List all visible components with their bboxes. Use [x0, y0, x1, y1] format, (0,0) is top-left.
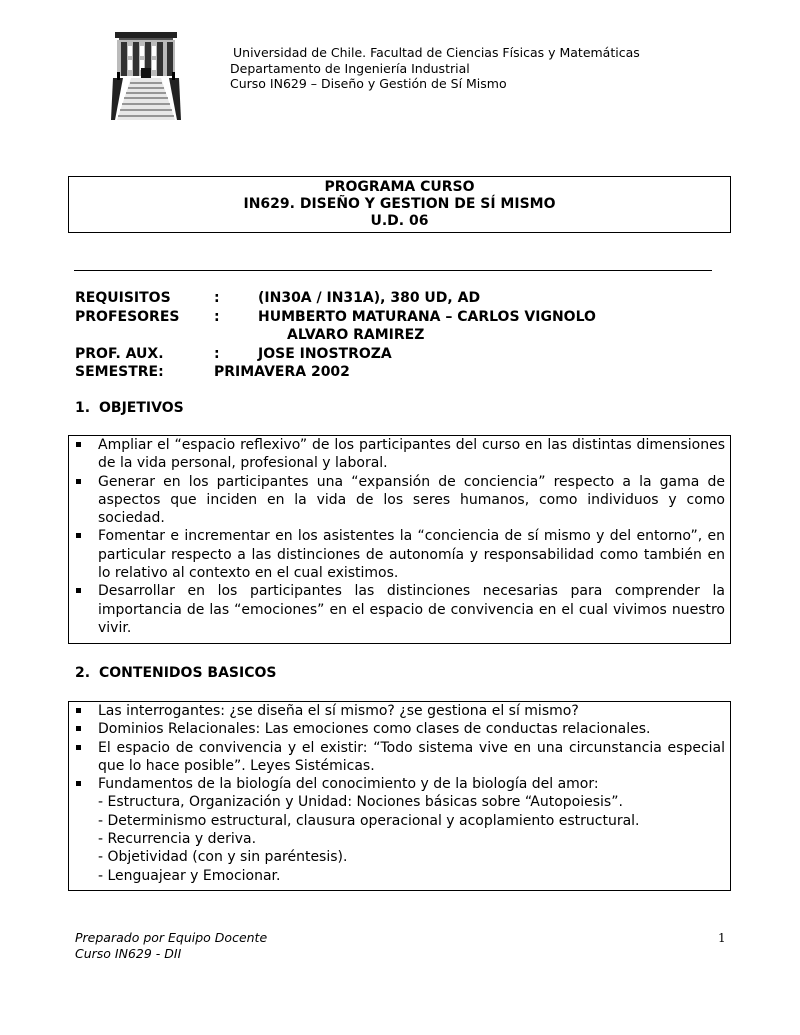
requisitos-colon: : — [214, 290, 220, 306]
objetivo-text: Desarrollar en los participantes las distinciones necesarias para comprender la importancia de las “emociones” en el espacio de convivencia en el cual vivimos nuestro vivir. — [98, 583, 725, 636]
requisitos-value: (IN30A / IN31A), 380 UD, AD — [258, 290, 481, 306]
course-title-box — [68, 176, 731, 233]
list-item — [75, 739, 725, 776]
semestre-label: SEMESTRE: — [75, 364, 164, 380]
section-number: 2. — [75, 665, 91, 681]
sub-item: - Estructura, Organización y Unidad: Nociones básicas sobre “Autopoiesis”. — [98, 794, 623, 811]
objetivo-text: Ampliar el “espacio reflexivo” de los participantes del curso en las distintas dimensiones de la vida personal, profesional y laboral. — [98, 437, 725, 472]
title-program: PROGRAMA CURSO — [324, 179, 475, 195]
header-department: Departamento de Ingeniería Industrial — [230, 60, 470, 76]
contenido-text: Fundamentos de la biología del conocimiento y de la biología del amor: — [98, 776, 599, 793]
contenido-text: Dominios Relacionales: Las emociones como clases de conductas relacionales. — [98, 721, 651, 738]
profaux-value: JOSE INOSTROZA — [258, 345, 392, 362]
page-number: 1 — [718, 931, 726, 945]
profesores-value-2: ALVARO RAMIREZ — [287, 327, 425, 343]
sub-item: - Determinismo estructural, clausura operacional y acoplamiento estructural. — [98, 812, 640, 829]
list-item — [75, 527, 725, 582]
contenido-text: El espacio de convivencia y el existir: “Todo sistema vive en una circunstancia especial que lo hace posible”. Leyes Sistémicas. — [98, 739, 725, 774]
profaux-label: PROF. AUX. — [75, 345, 164, 362]
objetivo-text: Fomentar e incrementar en los asistentes la “conciencia de sí mismo y del entorno”, en particular respecto a las distinciones de autonomía y responsabilidad como también en lo relativo al contexto en el cual existimos. — [98, 528, 725, 582]
institution-header — [230, 45, 640, 92]
contenidos-box — [68, 701, 731, 891]
semestre-value: PRIMAVERA 2002 — [214, 364, 350, 380]
sub-item: - Lenguajear y Emocionar. — [98, 867, 281, 884]
list-item — [75, 702, 725, 720]
list-item — [75, 436, 725, 473]
objetivo-text: Generar en los participantes una “expansión de conciencia” respecto a la gama de aspectos que inciden en la vida de los seres humanos, como individuos y como sociedad. — [98, 473, 725, 527]
profesores-label: PROFESORES — [75, 308, 180, 325]
bullet-icon — [76, 479, 81, 484]
footer-prepared-by: Preparado por Equipo Docente — [75, 930, 268, 945]
list-item — [75, 473, 725, 528]
divider-line — [74, 270, 712, 271]
bullet-icon — [76, 442, 81, 447]
contenido-text: Las interrogantes: ¿se diseña el sí mismo? ¿se gestiona el sí mismo? — [98, 703, 579, 719]
requisitos-label: REQUISITOS — [75, 290, 171, 306]
bullet-icon — [76, 745, 81, 750]
bullet-icon — [76, 726, 81, 731]
section-title: OBJETIVOS — [99, 400, 184, 416]
section-objetivos-heading — [75, 400, 184, 416]
bullet-icon — [76, 588, 81, 593]
title-course-name: IN629. DISEÑO Y GESTION DE SÍ MISMO — [243, 196, 556, 212]
list-item — [75, 720, 725, 738]
page-footer — [75, 930, 267, 962]
section-number: 1. — [75, 400, 91, 416]
university-building-logo — [111, 28, 181, 122]
list-item — [75, 775, 725, 885]
title-units: U.D. 06 — [370, 213, 429, 229]
bullet-icon — [76, 781, 81, 786]
section-title: CONTENIDOS BASICOS — [99, 665, 277, 681]
footer-course: Curso IN629 - DII — [75, 946, 182, 961]
header-university: Universidad de Chile. Facultad de Ciencias Físicas y Matemáticas — [233, 45, 640, 60]
profesores-colon: : — [214, 308, 220, 325]
header-course: Curso IN629 – Diseño y Gestión de Sí Mismo — [230, 76, 507, 91]
bullet-icon — [76, 708, 81, 713]
list-item — [75, 582, 725, 637]
sub-item: - Objetividad (con y sin paréntesis). — [98, 849, 348, 866]
objetivos-box — [68, 435, 731, 644]
section-contenidos-heading — [75, 665, 276, 681]
profaux-colon: : — [214, 345, 220, 362]
profesores-value: HUMBERTO MATURANA – CARLOS VIGNOLO — [258, 308, 596, 325]
bullet-icon — [76, 533, 81, 538]
sub-item: - Recurrencia y deriva. — [98, 831, 257, 848]
